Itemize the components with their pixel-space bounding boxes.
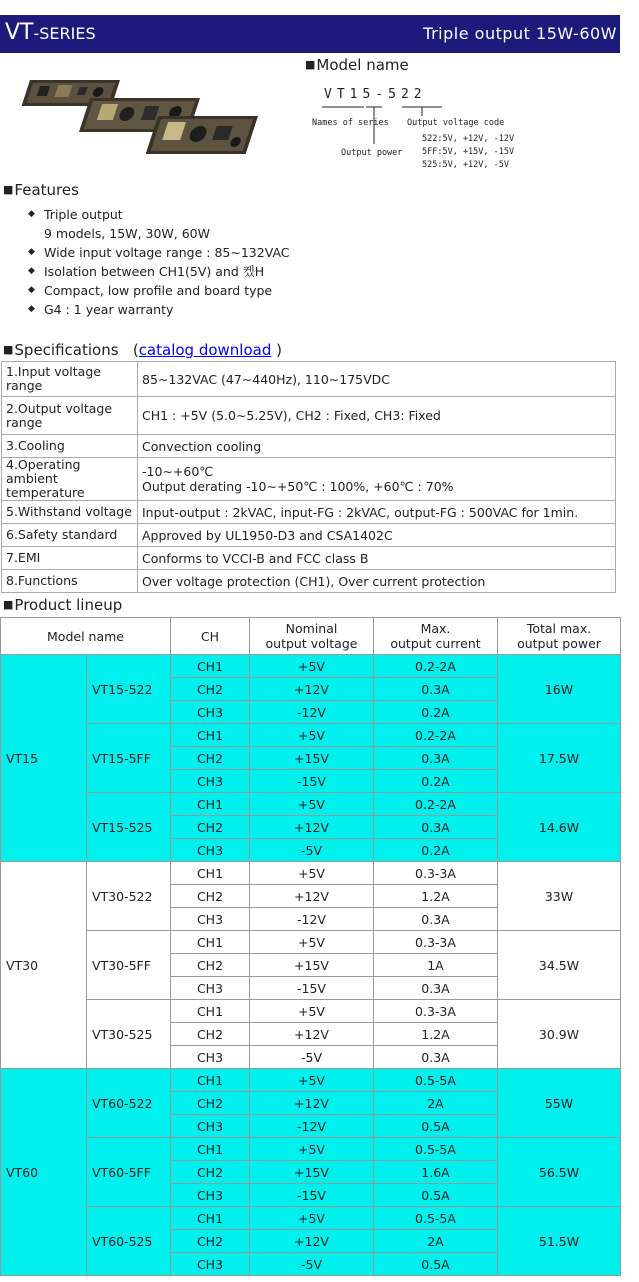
series-cell: VT60 — [1, 1069, 87, 1276]
spec-row — [2, 524, 616, 547]
spec-row — [2, 397, 616, 435]
total-power-cell: 56.5W — [498, 1138, 621, 1207]
voltage-cell: +15V — [250, 954, 374, 977]
total-power-cell: 17.5W — [498, 724, 621, 793]
current-cell: 1.2A — [374, 1023, 498, 1046]
ch-cell: CH3 — [171, 1184, 250, 1207]
current-cell: 0.3A — [374, 908, 498, 931]
ch-cell: CH3 — [171, 839, 250, 862]
spec-value: CH1 : +5V (5.0∼5.25V), CH2 : Fixed, CH3: Fixed — [138, 397, 616, 435]
voltage-cell: +15V — [250, 747, 374, 770]
ch-cell: CH3 — [171, 1046, 250, 1069]
ch-cell: CH3 — [171, 1253, 250, 1276]
voltage-cell: +12V — [250, 678, 374, 701]
features-title: ■Features — [3, 181, 79, 199]
model-cell: VT60-522 — [87, 1069, 171, 1138]
series-cell: VT30 — [1, 862, 87, 1069]
current-cell: 0.3A — [374, 747, 498, 770]
current-cell: 0.2A — [374, 839, 498, 862]
spec-row — [2, 458, 616, 501]
current-cell: 0.5A — [374, 1253, 498, 1276]
model-name-diagram — [312, 84, 612, 184]
feature-item: ◆ Triple output — [28, 207, 123, 222]
specifications-table-wrap — [1, 361, 616, 593]
lineup-row — [1, 1069, 621, 1092]
ch-cell: CH1 — [171, 793, 250, 816]
spec-key: 7.EMI — [2, 547, 138, 570]
current-cell: 0.5A — [374, 1115, 498, 1138]
ch-cell: CH3 — [171, 977, 250, 1000]
ch-cell: CH2 — [171, 1023, 250, 1046]
feature-subitem: 9 models, 15W, 30W, 60W — [44, 226, 210, 241]
current-cell: 0.3-3A — [374, 931, 498, 954]
header-nominal-voltage: Nominal output voltage — [250, 618, 374, 655]
lineup-row — [1, 931, 621, 954]
model-cell: VT60-5FF — [87, 1138, 171, 1207]
ch-cell: CH2 — [171, 678, 250, 701]
voltage-cell: +5V — [250, 862, 374, 885]
voltage-cell: +12V — [250, 885, 374, 908]
voltage-cell: -5V — [250, 1046, 374, 1069]
spec-row — [2, 362, 616, 397]
specifications-table — [1, 361, 616, 593]
voltage-cell: +5V — [250, 1138, 374, 1161]
catalog-download-link[interactable]: catalog download — [138, 341, 272, 359]
ch-cell: CH1 — [171, 862, 250, 885]
voltage-cell: +12V — [250, 1230, 374, 1253]
current-cell: 0.2A — [374, 770, 498, 793]
spec-value: Conforms to VCCI-B and FCC class B — [138, 547, 616, 570]
voltage-cell: -5V — [250, 839, 374, 862]
spec-value: Input-output : 2kVAC, input-FG : 2kVAC, output-FG : 500VAC for 1min. — [138, 501, 616, 524]
total-power-cell: 30.9W — [498, 1000, 621, 1069]
voltage-cell: +5V — [250, 724, 374, 747]
spec-row — [2, 501, 616, 524]
voltage-cell: +12V — [250, 1023, 374, 1046]
feature-item: ◆ G4 : 1 year warranty — [28, 302, 174, 317]
current-cell: 0.2-2A — [374, 793, 498, 816]
current-cell: 0.5-5A — [374, 1207, 498, 1230]
specifications-title: ■Specifications (catalog download ) — [3, 341, 282, 359]
ch-cell: CH3 — [171, 701, 250, 724]
product-lineup-title: ■Product lineup — [3, 596, 123, 614]
voltage-cell: -12V — [250, 701, 374, 724]
spec-value: Convection cooling — [138, 435, 616, 458]
diamond-bullet-icon: ◆ — [28, 209, 35, 219]
diamond-bullet-icon: ◆ — [28, 247, 35, 257]
output-power-label: Output power — [341, 148, 403, 158]
ch-cell: CH1 — [171, 1069, 250, 1092]
lineup-row — [1, 724, 621, 747]
diamond-bullet-icon: ◆ — [28, 304, 35, 314]
voltage-cell: -15V — [250, 770, 374, 793]
voltage-cell: +5V — [250, 1000, 374, 1023]
spec-key: 2.Output voltage range — [2, 397, 138, 435]
current-cell: 0.3-3A — [374, 862, 498, 885]
ch-cell: CH3 — [171, 908, 250, 931]
total-power-cell: 34.5W — [498, 931, 621, 1000]
voltage-cell: +12V — [250, 816, 374, 839]
model-cell: VT60-525 — [87, 1207, 171, 1276]
voltage-cell: -12V — [250, 908, 374, 931]
ch-cell: CH1 — [171, 655, 250, 678]
lineup-row — [1, 1207, 621, 1230]
ch-cell: CH2 — [171, 885, 250, 908]
series-tagline: Triple output 15W-60W — [423, 24, 617, 43]
product-lineup-table — [0, 617, 621, 1276]
ch-cell: CH1 — [171, 1207, 250, 1230]
lineup-row — [1, 862, 621, 885]
voltage-cell: -15V — [250, 1184, 374, 1207]
model-cell: VT15-525 — [87, 793, 171, 862]
spec-value: Over voltage protection (CH1), Over current protection — [138, 570, 616, 593]
ch-cell: CH2 — [171, 1230, 250, 1253]
current-cell: 1A — [374, 954, 498, 977]
voltage-cell: +12V — [250, 1092, 374, 1115]
ch-cell: CH3 — [171, 770, 250, 793]
current-cell: 0.5-5A — [374, 1138, 498, 1161]
voltage-cell: -5V — [250, 1253, 374, 1276]
output-voltage-code-label: Output voltage code — [407, 118, 505, 128]
spec-key: 3.Cooling — [2, 435, 138, 458]
spec-row — [2, 435, 616, 458]
page-header — [0, 15, 620, 53]
spec-value: 85∼132VAC (47∼440Hz), 110∼175VDC — [138, 362, 616, 397]
ch-cell: CH2 — [171, 954, 250, 977]
current-cell: 1.6A — [374, 1161, 498, 1184]
lineup-row — [1, 793, 621, 816]
model-cell: VT15-5FF — [87, 724, 171, 793]
ch-cell: CH3 — [171, 1115, 250, 1138]
header-total-power: Total max. output power — [498, 618, 621, 655]
lineup-header-row — [1, 618, 621, 655]
header-model-name: Model name — [1, 618, 171, 655]
lineup-row — [1, 1138, 621, 1161]
spec-key: 4.Operating ambient temperature — [2, 458, 138, 501]
voltage-cell: +5V — [250, 793, 374, 816]
total-power-cell: 33W — [498, 862, 621, 931]
voltage-code-list: 522:5V, +12V, -12V 5FF:5V, +15V, -15V 525:5V, +12V, -5V — [422, 134, 515, 170]
spec-row — [2, 547, 616, 570]
diamond-bullet-icon: ◆ — [28, 285, 35, 295]
voltage-cell: +5V — [250, 1207, 374, 1230]
current-cell: 0.5A — [374, 1184, 498, 1207]
current-cell: 0.3A — [374, 977, 498, 1000]
ch-cell: CH1 — [171, 724, 250, 747]
voltage-cell: +5V — [250, 655, 374, 678]
ch-cell: CH2 — [171, 1161, 250, 1184]
current-cell: 0.3A — [374, 678, 498, 701]
spec-key: 6.Safety standard — [2, 524, 138, 547]
feature-item: ◆ Compact, low profile and board type — [28, 283, 273, 298]
total-power-cell: 55W — [498, 1069, 621, 1138]
voltage-cell: +5V — [250, 931, 374, 954]
names-of-series-label: Names of series — [312, 118, 389, 128]
current-cell: 0.3-3A — [374, 1000, 498, 1023]
current-cell: 2A — [374, 1092, 498, 1115]
ch-cell: CH1 — [171, 1138, 250, 1161]
product-boards-image — [10, 68, 265, 168]
model-cell: VT30-522 — [87, 862, 171, 931]
spec-key: 8.Functions — [2, 570, 138, 593]
current-cell: 0.2-2A — [374, 655, 498, 678]
header-max-current: Max. output current — [374, 618, 498, 655]
ch-cell: CH2 — [171, 1092, 250, 1115]
voltage-cell: +15V — [250, 1161, 374, 1184]
lineup-row — [1, 655, 621, 678]
current-cell: 0.5-5A — [374, 1069, 498, 1092]
current-cell: 1.2A — [374, 885, 498, 908]
voltage-cell: -15V — [250, 977, 374, 1000]
voltage-cell: +5V — [250, 1069, 374, 1092]
spec-row — [2, 570, 616, 593]
model-cell: VT30-5FF — [87, 931, 171, 1000]
current-cell: 0.3A — [374, 816, 498, 839]
current-cell: 0.2-2A — [374, 724, 498, 747]
spec-key: 1.Input voltage range — [2, 362, 138, 397]
spec-value: Approved by UL1950-D3 and CSA1402C — [138, 524, 616, 547]
ch-cell: CH2 — [171, 816, 250, 839]
feature-item: ◆ Isolation between CH1(5V) and 켔H — [28, 264, 265, 279]
current-cell: 0.2A — [374, 701, 498, 724]
lineup-row — [1, 1000, 621, 1023]
model-cell: VT30-525 — [87, 1000, 171, 1069]
product-lineup-table-wrap — [0, 617, 621, 1276]
model-code-example: VT15-522 — [324, 87, 427, 102]
diamond-bullet-icon: ◆ — [28, 266, 35, 276]
spec-key: 5.Withstand voltage — [2, 501, 138, 524]
ch-cell: CH1 — [171, 931, 250, 954]
current-cell: 2A — [374, 1230, 498, 1253]
ch-cell: CH1 — [171, 1000, 250, 1023]
total-power-cell: 14.6W — [498, 793, 621, 862]
voltage-cell: -12V — [250, 1115, 374, 1138]
series-cell: VT15 — [1, 655, 87, 862]
header-ch: CH — [171, 618, 250, 655]
model-cell: VT15-522 — [87, 655, 171, 724]
feature-item: ◆ Wide input voltage range : 85∼132VAC — [28, 245, 290, 260]
total-power-cell: 16W — [498, 655, 621, 724]
current-cell: 0.3A — [374, 1046, 498, 1069]
total-power-cell: 51.5W — [498, 1207, 621, 1276]
spec-value: -10∼+60℃ Output derating -10∼+50℃ : 100%, +60℃ : 70% — [138, 458, 616, 501]
series-title: VT-SERIES — [5, 20, 96, 45]
model-name-title: ■Model name — [305, 56, 409, 74]
features-list — [28, 205, 618, 319]
ch-cell: CH2 — [171, 747, 250, 770]
